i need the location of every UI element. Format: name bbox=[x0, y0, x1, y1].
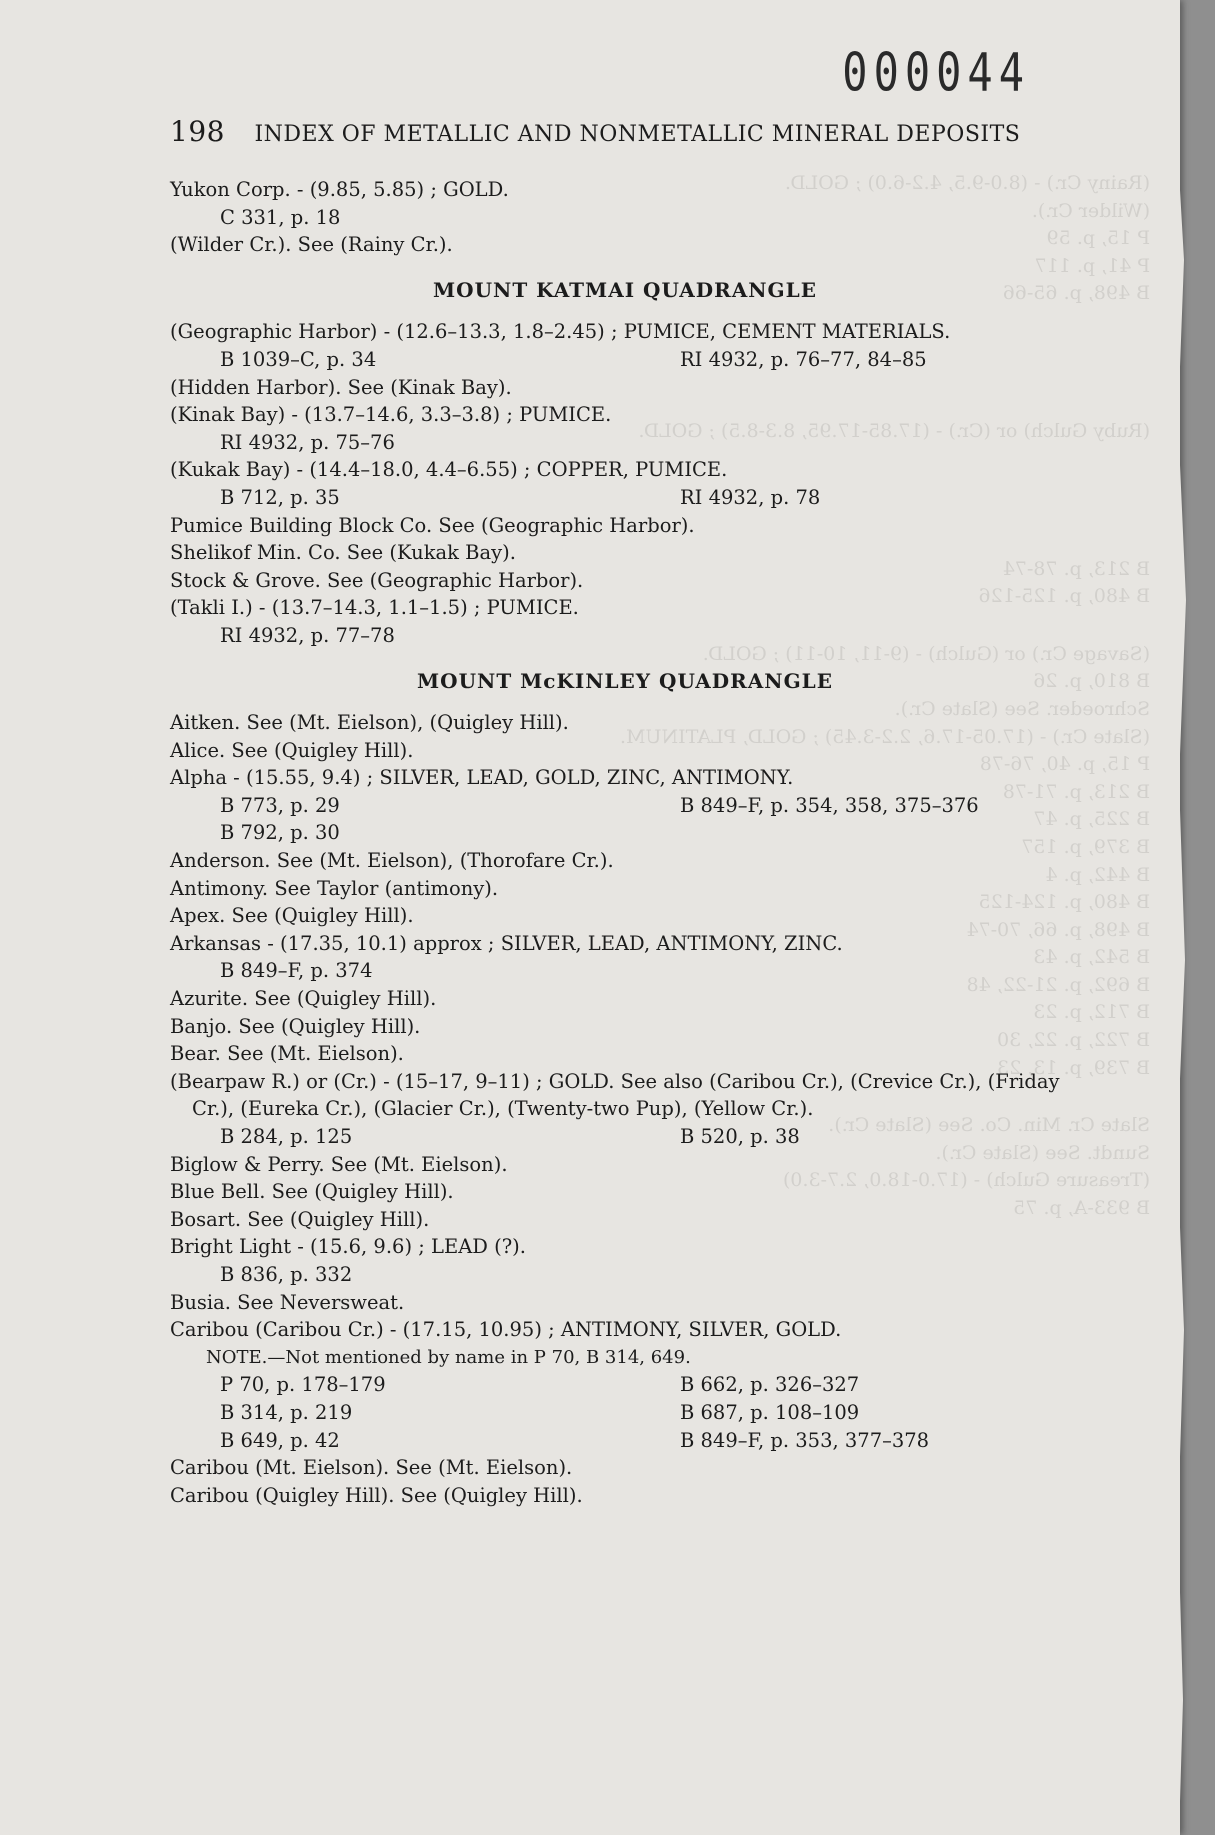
page-title: INDEX OF METALLIC AND NONMETALLIC MINERAL DEPOSITS bbox=[254, 122, 1021, 147]
index-entry: (Geographic Harbor) - (12.6–13.3, 1.8–2.45) ; PUMICE, CEMENT MATERIALS. bbox=[170, 320, 951, 344]
reference: B 687, p. 108–109 bbox=[680, 1400, 860, 1424]
index-entry: Busia. See Neversweat. bbox=[170, 1290, 405, 1314]
index-entry: (Bearpaw R.) or (Cr.) - (15–17, 9–11) ; GOLD. See also (Caribou Cr.), (Crevice Cr.), (Friday Cr.), (Eureka Cr.), (Glacier Cr.), (Twenty-two Pup), (Yellow Cr.). bbox=[170, 1069, 1060, 1121]
reference: B 1039–C, p. 34 bbox=[220, 347, 377, 371]
index-entry: Apex. See (Quigley Hill). bbox=[170, 904, 414, 928]
index-entry: Caribou (Caribou Cr.) - (17.15, 10.95) ; ANTIMONY, SILVER, GOLD. bbox=[170, 1318, 842, 1342]
reference: RI 4932, p. 76–77, 84–85 bbox=[680, 347, 927, 371]
reference: RI 4932, p. 78 bbox=[680, 485, 821, 509]
reference-row bbox=[170, 792, 1080, 820]
index-entry: (Takli I.) - (13.7–14.3, 1.1–1.5) ; PUMICE. bbox=[170, 596, 579, 620]
reference-row bbox=[170, 1427, 1080, 1455]
quadrangle-heading: MOUNT KATMAI QUADRANGLE bbox=[433, 277, 817, 302]
torn-paper-edge bbox=[1162, 0, 1198, 1835]
index-entry: Anderson. See (Mt. Eielson), (Thorofare Cr.). bbox=[170, 849, 614, 873]
index-content bbox=[170, 176, 1080, 1509]
reference: B 836, p. 332 bbox=[220, 1262, 353, 1286]
index-entry: Pumice Building Block Co. See (Geographic Harbor). bbox=[170, 513, 695, 537]
reference: B 314, p. 219 bbox=[220, 1400, 353, 1424]
reference-row bbox=[170, 346, 1080, 374]
index-entry: Alpha - (15.55, 9.4) ; SILVER, LEAD, GOLD, ZINC, ANTIMONY. bbox=[170, 766, 794, 790]
index-entry: Bright Light - (15.6, 9.6) ; LEAD (?). bbox=[170, 1235, 526, 1259]
reference: RI 4932, p. 77–78 bbox=[220, 623, 395, 647]
reference-row bbox=[170, 1399, 1080, 1427]
index-entry: Blue Bell. See (Quigley Hill). bbox=[170, 1180, 454, 1204]
quadrangle-heading: MOUNT McKINLEY QUADRANGLE bbox=[417, 668, 833, 693]
reference-row bbox=[170, 1371, 1080, 1399]
index-entry: Caribou (Quigley Hill). See (Quigley Hill). bbox=[170, 1483, 583, 1507]
index-entry: Alice. See (Quigley Hill). bbox=[170, 738, 414, 762]
reference: B 792, p. 30 bbox=[220, 821, 340, 845]
index-entry: Aitken. See (Mt. Eielson), (Quigley Hill). bbox=[170, 711, 569, 735]
reference: B 662, p. 326–327 bbox=[680, 1373, 860, 1397]
document-stamp-number: 000044 bbox=[842, 41, 1030, 104]
index-entry: (Kukak Bay) - (14.4–18.0, 4.4–6.55) ; COPPER, PUMICE. bbox=[170, 458, 728, 482]
index-entry: Arkansas - (17.35, 10.1) approx ; SILVER, LEAD, ANTIMONY, ZINC. bbox=[170, 931, 843, 955]
index-entry: (Wilder Cr.). See (Rainy Cr.). bbox=[170, 233, 453, 257]
reference: B 849–F, p. 353, 377–378 bbox=[680, 1428, 930, 1452]
bleed-through-text: (Rainy Cr.) - (8.0-9.5, 4.2-6.0) ; GOLD. (Wilder Cr.). P 15, p. 59 P 41, p. 117 B 498, p. 65-66 (Ruby Gulch) or (Cr.) - (17.85-17.95, 8.3-8.5) ; GOLD. B 213, p. 78-74 B 480, p. 125-126 (Savage Cr.) or (Gulch) - (9-11, 10-11) ; GOLD. B 810, p. 26 Schroeder. See (Slate Cr.). (Slate Cr.) - (17.05-17.6, 2.2-3.45) ; GOLD, PLATINUM. P 15, p. 40, 76-78 B 213, p. 71-78 B 225, p. 47 B 379, p. 157 B 442, p. 4 B 480, p. 124-125 B 498, p. 66, 70-74 B 542, p. 43 B 692, p. 21-22, 48 B 712, p. 23 B 722, p. 22, 30 B 739, p. 13, 23 Slate Cr. Min. Co. See (Slate Cr.). Sundt. See (Slate Cr.). (Treasure Gulch) - (17.0-18.0, 2.7-3.0) B 933-A, p. 75 bbox=[620, 172, 1151, 1220]
reference: B 520, p. 38 bbox=[680, 1125, 800, 1148]
reference: B 773, p. 29 bbox=[220, 793, 340, 817]
index-entry: (Hidden Harbor). See (Kinak Bay). bbox=[170, 375, 512, 399]
reference-row bbox=[170, 484, 1080, 512]
index-entry: Azurite. See (Quigley Hill). bbox=[170, 987, 437, 1011]
index-entry: Stock & Grove. See (Geographic Harbor). bbox=[170, 568, 584, 592]
index-entry: Bear. See (Mt. Eielson). bbox=[170, 1042, 404, 1066]
index-entry: Yukon Corp. - (9.85, 5.85) ; GOLD. bbox=[170, 178, 509, 201]
index-entry: Shelikof Min. Co. See (Kukak Bay). bbox=[170, 541, 516, 565]
reference: RI 4932, p. 75–76 bbox=[220, 430, 395, 454]
index-entry: Biglow & Perry. See (Mt. Eielson). bbox=[170, 1152, 508, 1176]
reference: B 649, p. 42 bbox=[220, 1428, 340, 1452]
reference: B 849–F, p. 354, 358, 375–376 bbox=[680, 793, 979, 817]
reference-row bbox=[170, 1123, 1080, 1151]
reference: B 712, p. 35 bbox=[220, 485, 340, 509]
reference: B 284, p. 125 bbox=[220, 1125, 353, 1148]
reference: C 331, p. 18 bbox=[220, 205, 341, 229]
reference: B 849–F, p. 374 bbox=[220, 959, 373, 983]
index-entry: Bosart. See (Quigley Hill). bbox=[170, 1207, 430, 1231]
index-entry: Caribou (Mt. Eielson). See (Mt. Eielson). bbox=[170, 1456, 573, 1480]
note: NOTE.—Not mentioned by name in P 70, B 314, 649. bbox=[206, 1346, 691, 1368]
reference: P 70, p. 178–179 bbox=[220, 1373, 386, 1397]
index-entry: Antimony. See Taylor (antimony). bbox=[170, 876, 499, 900]
page-number: 198 bbox=[170, 115, 225, 148]
index-entry: (Kinak Bay) - (13.7–14.6, 3.3–3.8) ; PUMICE. bbox=[170, 403, 612, 427]
index-entry: Banjo. See (Quigley Hill). bbox=[170, 1014, 421, 1038]
page-header bbox=[170, 115, 1020, 148]
